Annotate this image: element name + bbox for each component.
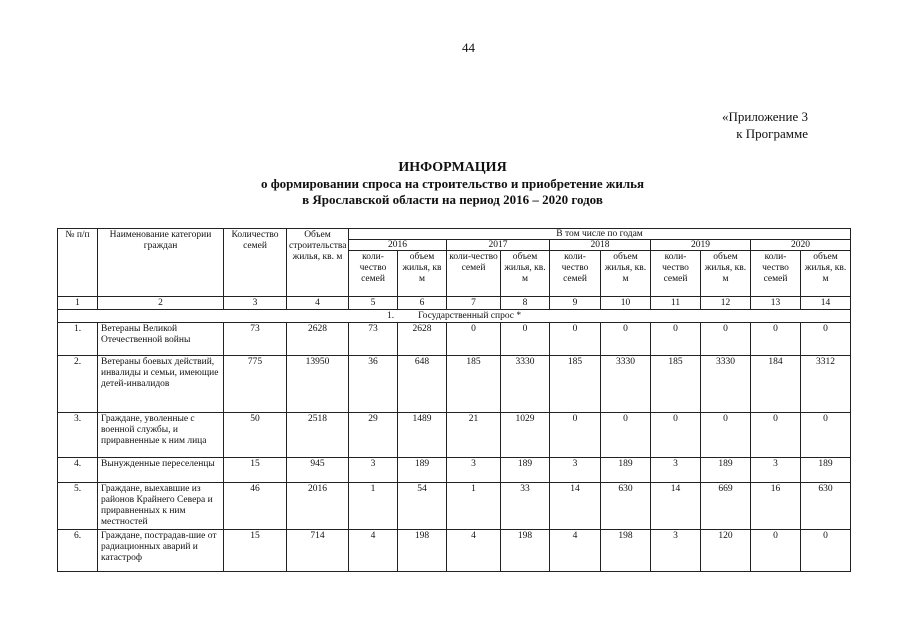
row-year-families: 185: [651, 356, 701, 413]
row-year-families: 3: [349, 458, 398, 483]
row-number: 1.: [58, 323, 98, 356]
row-year-volume: 189: [601, 458, 651, 483]
header-year: 2017: [447, 240, 550, 251]
row-year-volume: 0: [601, 323, 651, 356]
row-year-volume: 189: [701, 458, 751, 483]
table-body: [58, 297, 851, 572]
header-sub-families: коли-чество семей: [751, 251, 801, 297]
column-number-row: [58, 297, 851, 310]
row-total-volume: 2628: [287, 323, 349, 356]
row-number: 5.: [58, 483, 98, 530]
row-total-volume: 714: [287, 530, 349, 572]
row-total-families: 15: [224, 458, 287, 483]
appendix-note: [722, 108, 808, 142]
row-year-families: 14: [550, 483, 601, 530]
header-sub-volume: объем жилья, кв. м: [801, 251, 851, 297]
row-year-volume: 648: [398, 356, 447, 413]
row-year-families: 185: [550, 356, 601, 413]
row-year-volume: 189: [801, 458, 851, 483]
row-year-families: 184: [751, 356, 801, 413]
column-number: 4: [287, 297, 349, 310]
title-line-2: о формировании спроса на строительство и приобретение жилья: [260, 176, 645, 191]
row-year-families: 1: [349, 483, 398, 530]
row-year-families: 0: [651, 413, 701, 458]
table-row: [58, 483, 851, 530]
row-year-families: 3: [651, 458, 701, 483]
row-year-families: 1: [447, 483, 501, 530]
header-sub-families: коли-чество семей: [651, 251, 701, 297]
row-year-volume: 0: [801, 530, 851, 572]
column-number: 2: [98, 297, 224, 310]
row-year-families: 185: [447, 356, 501, 413]
row-year-volume: 3330: [601, 356, 651, 413]
row-year-families: 0: [550, 323, 601, 356]
header-year: 2018: [550, 240, 651, 251]
row-year-volume: 630: [601, 483, 651, 530]
row-year-volume: 2628: [398, 323, 447, 356]
row-number: 4.: [58, 458, 98, 483]
row-year-volume: 630: [801, 483, 851, 530]
row-year-families: 3: [751, 458, 801, 483]
row-year-families: 36: [349, 356, 398, 413]
row-total-families: 73: [224, 323, 287, 356]
table-row: [58, 530, 851, 572]
column-number: 11: [651, 297, 701, 310]
row-total-families: 46: [224, 483, 287, 530]
row-year-volume: 3330: [701, 356, 751, 413]
row-year-families: 0: [751, 413, 801, 458]
row-year-volume: 54: [398, 483, 447, 530]
header-sub-volume: объем жилья, кв. м: [701, 251, 751, 297]
header-sub-families: коли-чество семей: [447, 251, 501, 297]
row-year-volume: 189: [501, 458, 550, 483]
row-year-volume: 0: [501, 323, 550, 356]
row-year-volume: 33: [501, 483, 550, 530]
row-year-families: 14: [651, 483, 701, 530]
header-row-1: [58, 229, 851, 240]
row-year-families: 0: [751, 530, 801, 572]
row-year-volume: 3330: [501, 356, 550, 413]
row-year-volume: 0: [601, 413, 651, 458]
row-total-families: 15: [224, 530, 287, 572]
column-number: 10: [601, 297, 651, 310]
row-year-volume: 198: [501, 530, 550, 572]
row-total-volume: 2016: [287, 483, 349, 530]
row-year-families: 4: [550, 530, 601, 572]
row-year-families: 73: [349, 323, 398, 356]
table-row: [58, 413, 851, 458]
row-year-families: 3: [550, 458, 601, 483]
demand-table: [57, 228, 851, 572]
page-number: 44: [462, 40, 475, 55]
header-families: Количество семей: [224, 229, 287, 297]
column-number: 14: [801, 297, 851, 310]
row-year-families: 0: [550, 413, 601, 458]
row-year-volume: 198: [398, 530, 447, 572]
column-number: 5: [349, 297, 398, 310]
row-year-families: 3: [447, 458, 501, 483]
document-title: [0, 160, 905, 208]
row-year-volume: 120: [701, 530, 751, 572]
title-line-1: ИНФОРМАЦИЯ: [398, 160, 507, 175]
row-year-families: 16: [751, 483, 801, 530]
row-total-volume: 945: [287, 458, 349, 483]
header-year: 2019: [651, 240, 751, 251]
row-year-families: 0: [447, 323, 501, 356]
row-category-name: Граждане, уволенные с военной службы, и приравненные к ним лица: [98, 413, 224, 458]
column-number: 13: [751, 297, 801, 310]
header-name: Наименование категории граждан: [98, 229, 224, 297]
row-year-volume: 1029: [501, 413, 550, 458]
row-total-families: 50: [224, 413, 287, 458]
column-number: 8: [501, 297, 550, 310]
header-sub-families: коли-чество семей: [550, 251, 601, 297]
title-line-3: в Ярославской области на период 2016 – 2020 годов: [302, 192, 603, 207]
row-category-name: Ветераны Великой Отечественной войны: [98, 323, 224, 356]
section-number: 1.: [386, 311, 395, 321]
row-category-name: Ветераны боевых действий, инвалиды и семьи, имеющие детей-инвалидов: [98, 356, 224, 413]
row-number: 6.: [58, 530, 98, 572]
appendix-line-1: «Приложение 3: [721, 109, 808, 124]
section-label: Государственный спрос *: [418, 311, 522, 321]
row-year-volume: 189: [398, 458, 447, 483]
header-year: 2016: [349, 240, 447, 251]
column-number: 7: [447, 297, 501, 310]
table-row: [58, 458, 851, 483]
section-cell: [58, 310, 851, 323]
row-year-families: 3: [651, 530, 701, 572]
row-total-volume: 13950: [287, 356, 349, 413]
row-year-families: 29: [349, 413, 398, 458]
row-year-volume: 1489: [398, 413, 447, 458]
column-number: 1: [58, 297, 98, 310]
header-sub-volume: объем жилья, кв. м: [601, 251, 651, 297]
appendix-line-2: к Программе: [736, 126, 808, 141]
column-number: 3: [224, 297, 287, 310]
column-number: 6: [398, 297, 447, 310]
row-category-name: Граждане, выехавшие из районов Крайнего Севера и приравненных к ним местностей: [98, 483, 224, 530]
row-year-volume: 0: [801, 413, 851, 458]
row-year-families: 0: [751, 323, 801, 356]
header-sub-volume: объем жилья, кв м: [398, 251, 447, 297]
row-category-name: Вынужденные переселенцы: [98, 458, 224, 483]
row-category-name: Граждане, пострадав-шие от радиационных аварий и катастроф: [98, 530, 224, 572]
row-number: 2.: [58, 356, 98, 413]
row-year-families: 4: [447, 530, 501, 572]
row-year-families: 4: [349, 530, 398, 572]
table-row: [58, 323, 851, 356]
header-sub-families: коли-чество семей: [349, 251, 398, 297]
header-num: № п/п: [58, 229, 98, 297]
column-number: 12: [701, 297, 751, 310]
header-volume: Объем строительства жилья, кв. м: [287, 229, 349, 297]
row-total-volume: 2518: [287, 413, 349, 458]
row-year-volume: 3312: [801, 356, 851, 413]
table-row: [58, 356, 851, 413]
header-sub-volume: объем жилья, кв. м: [501, 251, 550, 297]
row-year-families: 0: [651, 323, 701, 356]
row-year-volume: 0: [701, 413, 751, 458]
column-number: 9: [550, 297, 601, 310]
row-year-families: 21: [447, 413, 501, 458]
row-year-volume: 0: [701, 323, 751, 356]
header-by-years: В том числе по годам: [349, 229, 851, 240]
row-number: 3.: [58, 413, 98, 458]
row-year-volume: 198: [601, 530, 651, 572]
header-year: 2020: [751, 240, 851, 251]
row-year-volume: 0: [801, 323, 851, 356]
section-row: [58, 310, 851, 323]
row-year-volume: 669: [701, 483, 751, 530]
row-total-families: 775: [224, 356, 287, 413]
